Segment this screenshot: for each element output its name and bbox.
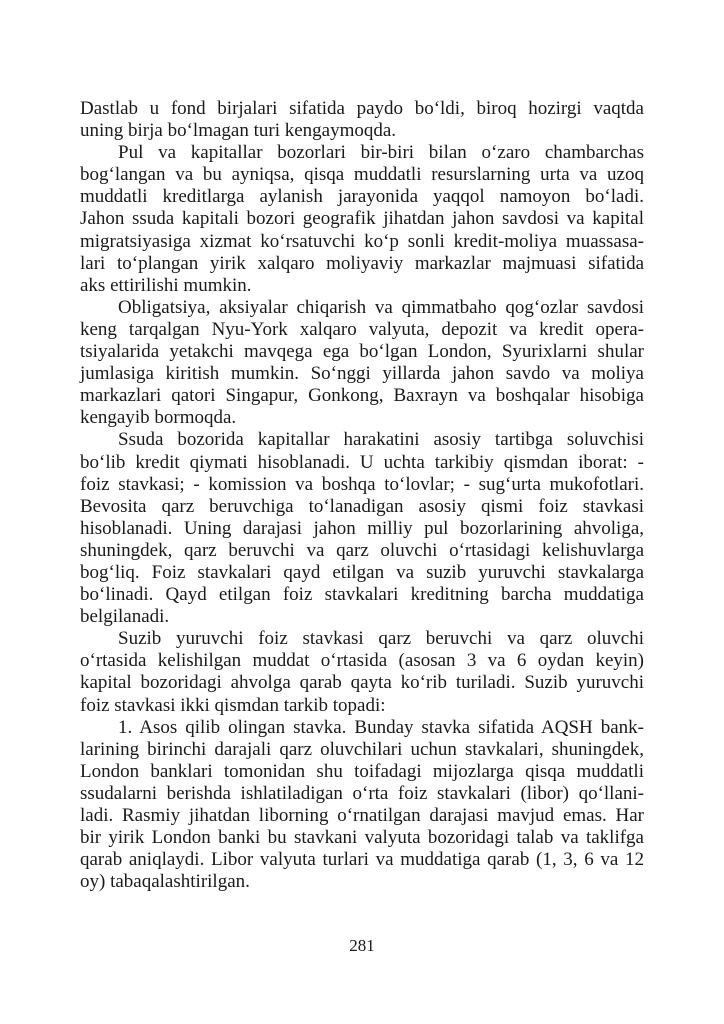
text-line: migratsiyasiga xizmat ko‘rsatuvchi ko‘p sonli kredit-moliya muassasa- <box>80 230 644 252</box>
page-body <box>80 98 644 893</box>
text-line: larining birinchi darajali qarz oluvchilari uchun stavkalari, shuningdek, <box>80 738 644 760</box>
text-line: bo‘lib kredit qiymati hisoblanadi. U uchta tarkibiy qismdan iborat: - <box>80 451 644 473</box>
paragraph <box>80 98 644 142</box>
text-line: Bevosita qarz beruvchiga to‘lanadigan asosiy qismi foiz stavkasi <box>80 495 644 517</box>
text-line: kapital bozoridagi ahvolga qarab qayta ko‘rib turiladi. Suzib yuruvchi <box>80 672 644 694</box>
text-line: ssudalarni berishda ishlatiladigan o‘rta foiz stavkalari (libor) qo‘llani- <box>80 782 644 804</box>
paragraph <box>80 297 644 430</box>
text-line: kengayib bormoqda. <box>80 407 237 429</box>
text-line: belgilanadi. <box>80 606 170 628</box>
text-line: bog‘langan va bu ayniqsa, qisqa muddatli resurslarning urta va uzoq <box>80 164 644 186</box>
text-line: tsiyalarida yetakchi mavqega ega bo‘lgan London, Syurixlarni shular <box>80 341 644 363</box>
text-line: oy) tabaqalashtirilgan. <box>80 871 250 893</box>
text-line: keng tarqalgan Nyu-York xalqaro valyuta, depozit va kredit opera- <box>80 318 644 340</box>
text-line: muddatli kreditlarga aylanish jarayonida yaqqol namoyon bo‘ladi. <box>80 186 644 208</box>
text-line: qarab aniqlaydi. Libor valyuta turlari va muddatiga qarab (1, 3, 6 va 12 <box>80 849 644 871</box>
text-line: markazlari qatori Singapur, Gonkong, Baxrayn va boshqalar hisobiga <box>80 385 644 407</box>
text-line: jumlasiga kiritish mumkin. So‘nggi yillarda jahon savdo va moliya <box>80 363 644 385</box>
text-line: uning birja bo‘lmagan turi kengaymoqda. <box>80 120 397 142</box>
text-line: Jahon ssuda kapitali bozori geografik jihatdan jahon savdosi va kapital <box>80 208 644 230</box>
page-number: 281 <box>349 936 375 955</box>
text-line: 1. Asos qilib olingan stavka. Bunday stavka sifatida AQSH bank- <box>118 716 644 738</box>
text-line: London banklari tomonidan shu toifadagi mijozlarga qisqa muddatli <box>80 760 644 782</box>
text-line: foiz stavkasi ikki qismdan tarkib topadi: <box>80 694 386 716</box>
text-line: Pul va kapitallar bozorlari bir-biri bilan o‘zaro chambarchas <box>118 142 644 164</box>
text-line: bog‘liq. Foiz stavkalari qayd etilgan va suzib yuruvchi stavkalarga <box>80 561 644 583</box>
text-line: o‘rtasida kelishilgan muddat o‘rtasida (asosan 3 va 6 oydan keyin) <box>80 650 644 672</box>
paragraph <box>80 628 644 716</box>
text-line: bo‘linadi. Qayd etilgan foiz stavkalari kreditning barcha muddatiga <box>80 584 644 606</box>
text-line: foiz stavkasi; - komission va boshqa to‘lovlar; - sug‘urta mukofotlari. <box>80 473 644 495</box>
text-line: Dastlab u fond birjalari sifatida paydo bo‘ldi, biroq hozirgi vaqtda <box>80 98 644 119</box>
text-line: aks ettirilishi mumkin. <box>80 274 252 296</box>
text-line: lari to‘plangan yirik xalqaro moliyaviy markazlar majmuasi sifatida <box>80 252 644 274</box>
text-line: Ssuda bozorida kapitallar harakatini asosiy tartibga soluvchisi <box>118 429 644 451</box>
text-line: shuningdek, qarz beruvchi va qarz oluvchi o‘rtasidagi kelishuvlarga <box>80 539 644 561</box>
text-line: Suzib yuruvchi foiz stavkasi qarz beruvchi va qarz oluvchi <box>118 628 644 650</box>
text-line: Obligatsiya, aksiyalar chiqarish va qimmatbaho qog‘ozlar savdosi <box>118 296 644 318</box>
text-line: bir yirik London banki bu stavkani valyuta bozoridagi talab va taklifga <box>80 827 644 849</box>
text-line: ladi. Rasmiy jihatdan liborning o‘rnatilgan darajasi mavjud emas. Har <box>80 805 644 826</box>
paragraph <box>80 717 644 894</box>
paragraph <box>80 429 644 628</box>
paragraph <box>80 142 644 297</box>
text-line: hisoblanadi. Uning darajasi jahon milliy pul bozorlarining ahvoliga, <box>80 517 644 539</box>
